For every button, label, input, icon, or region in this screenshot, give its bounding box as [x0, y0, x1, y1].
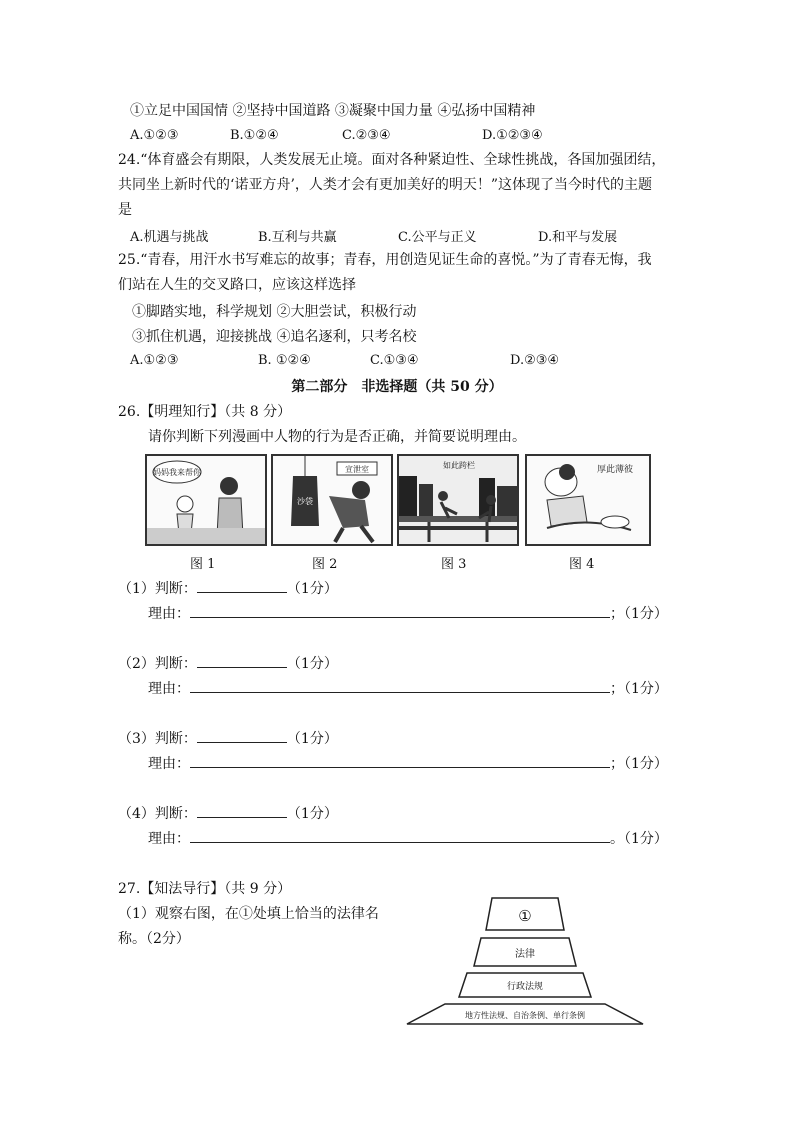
- cartoon-2-bag: 沙袋: [297, 497, 313, 506]
- cartoon-1-bubble: 妈妈我来帮你: [153, 468, 201, 477]
- q26-1-judge-score: （1分）: [286, 581, 338, 597]
- q24-options: [130, 226, 690, 246]
- q24-option-a[interactable]: A.机遇与挑战: [130, 230, 209, 245]
- figure-caption-4: 图 4: [569, 557, 595, 572]
- q25-option-d[interactable]: D.②③④: [510, 353, 560, 368]
- q23-option-c[interactable]: C.②③④: [342, 128, 391, 143]
- q26-2-judge-blank[interactable]: [197, 653, 287, 668]
- pyramid-level-3-label: 行政法规: [506, 982, 544, 992]
- cartoon-figure-4: [525, 454, 651, 546]
- q24-option-d[interactable]: D.和平与发展: [538, 230, 618, 245]
- q25-line1: 25.“青春，用汗水书写难忘的故事；青春，用创造见证生命的喜悦。”为了青春无悔，我: [118, 252, 652, 268]
- q25-option-a[interactable]: A.①②③: [130, 353, 179, 368]
- figure-caption-1: 图 1: [190, 557, 216, 572]
- q26-1-reason-blank[interactable]: [190, 603, 610, 618]
- figure-caption-3: 图 3: [441, 557, 467, 572]
- figure-caption-2: 图 2: [312, 557, 338, 572]
- q26-1-reason-label: 理由：: [148, 606, 190, 622]
- q27-title: 27.【知法导行】（共 9 分）: [118, 881, 292, 897]
- q26-3-reason-blank[interactable]: [190, 753, 610, 768]
- q24-line2: 共同坐上新时代的‘诺亚方舟’，人类才会有更加美好的明天！”这体现了当今时代的主题: [118, 177, 653, 193]
- pyramid-level-2-label: 法律: [515, 949, 535, 960]
- pyramid-level-4-label: 地方性法规、自治条例、单行条例: [465, 1011, 585, 1020]
- q26-2-reason-label: 理由：: [148, 681, 190, 697]
- q26-4-judge-label: （4）判断：: [118, 806, 197, 822]
- cartoon-2-sign: 宣泄室: [345, 465, 369, 474]
- q26-4-reason-blank[interactable]: [190, 828, 610, 843]
- q26-1-judge-blank[interactable]: [197, 578, 287, 593]
- q26-2-reason-score: ；（1分）: [610, 681, 668, 697]
- q24-option-c[interactable]: C.公平与正义: [398, 230, 477, 245]
- q23-option-b[interactable]: B.①②④: [230, 128, 279, 143]
- q26-4-reason-score: 。（1分）: [610, 831, 668, 847]
- q26-prompt: 请你判断下列漫画中人物的行为是否正确，并简要说明理由。: [148, 429, 526, 445]
- q23-option-d[interactable]: D.①②③④: [482, 128, 543, 143]
- q25-option-c[interactable]: C.①③④: [370, 353, 419, 368]
- cartoon-3-title: 如此跨栏: [443, 461, 475, 470]
- q26-title: 26.【明理知行】（共 8 分）: [118, 404, 292, 420]
- law-hierarchy-pyramid: [405, 893, 645, 1028]
- q26-3-judge-score: （1分）: [286, 731, 338, 747]
- q25-statements-2: ③抓住机遇，迎接挑战 ④追名逐利，只考名校: [132, 329, 417, 345]
- q25-line2: 们站在人生的交叉路口，应该这样选择: [118, 277, 356, 293]
- q26-4-judge-blank[interactable]: [197, 803, 287, 818]
- q23-option-a[interactable]: A.①②③: [130, 128, 179, 143]
- q26-3-judge-blank[interactable]: [197, 728, 287, 743]
- q26-2-judge-score: （1分）: [286, 656, 338, 672]
- q27-sub1-line1: （1）观察右图，在①处填上恰当的法律名: [118, 906, 379, 922]
- q26-1-reason-score: ；（1分）: [610, 606, 668, 622]
- q26-4-reason-label: 理由：: [148, 831, 190, 847]
- q25-statements-1: ①脚踏实地，科学规划 ②大胆尝试，积极行动: [132, 304, 417, 320]
- q26-3-judge-label: （3）判断：: [118, 731, 197, 747]
- q25-options: [130, 353, 690, 373]
- cartoon-4-title: 厚此薄彼: [596, 465, 634, 475]
- cartoon-figure-3: [397, 454, 519, 546]
- q24-line3: 是: [118, 202, 132, 218]
- q23-options: [130, 128, 690, 148]
- q26-3-reason-label: 理由：: [148, 756, 190, 772]
- pyramid-top-label: ①: [518, 907, 532, 925]
- q24-option-b[interactable]: B.互利与共赢: [258, 230, 337, 245]
- q24-line1: 24.“体育盛会有期限，人类发展无止境。面对各种紧迫性、全球性挑战，各国加强团结，: [118, 152, 666, 168]
- q26-2-judge-label: （2）判断：: [118, 656, 197, 672]
- q26-4-judge-score: （1分）: [286, 806, 338, 822]
- q26-1-judge-label: （1）判断：: [118, 581, 197, 597]
- cartoon-figure-2: [271, 454, 393, 546]
- cartoon-figure-1: [145, 454, 267, 546]
- q23-statements: ①立足中国国情 ②坚持中国道路 ③凝聚中国力量 ④弘扬中国精神: [130, 103, 536, 119]
- q25-option-b[interactable]: B. ①②④: [258, 353, 311, 368]
- q26-2-reason-blank[interactable]: [190, 678, 610, 693]
- q27-sub1-line2: 称。（2分）: [118, 931, 190, 947]
- part2-title: 第二部分 非选择题（共 50 分）: [291, 379, 503, 395]
- q26-3-reason-score: ；（1分）: [610, 756, 668, 772]
